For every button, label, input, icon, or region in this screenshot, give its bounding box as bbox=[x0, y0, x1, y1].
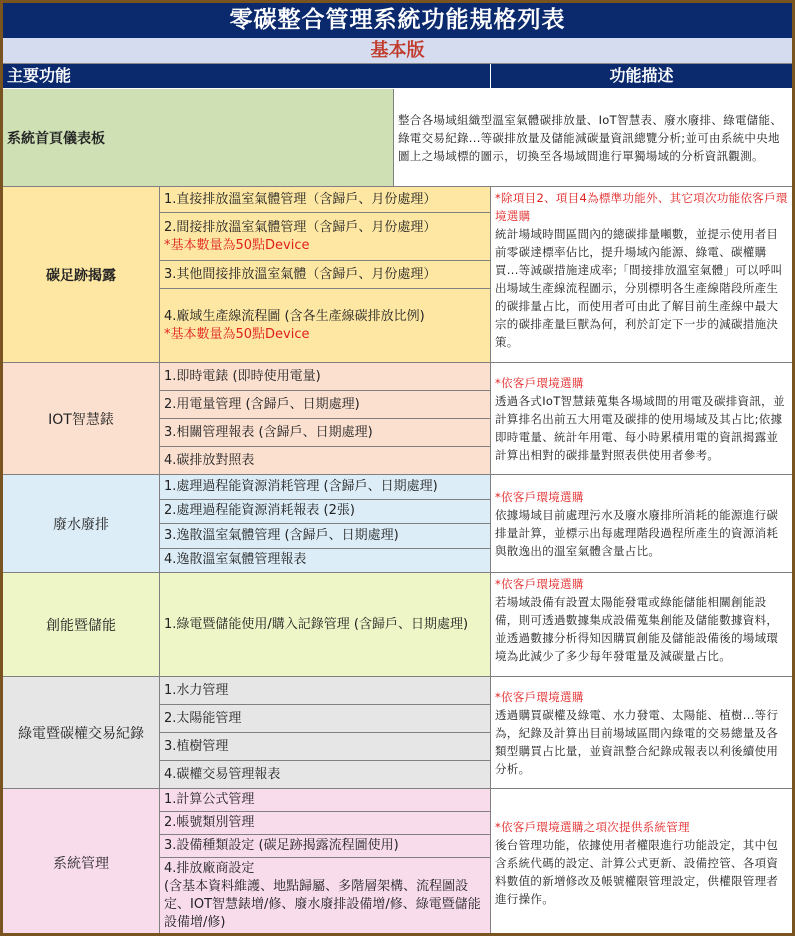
list-item: 2.處理過程能資源消耗報表 (2張) bbox=[160, 500, 490, 525]
list-item: 1.即時電錶 (即時使用電量) bbox=[160, 363, 490, 391]
section-description bbox=[491, 573, 792, 676]
list-item: 2.太陽能管理 bbox=[160, 705, 490, 733]
description-text: 透過各式IoT智慧錶蒐集各場域間的用電及碳排資訊，並計算排名出前五大用電及碳排的使用場域及其占比;依據即時電量、統計年用電、每小時累積用電的資訊揭露並計算出相對的碳排量對照表供使用者參考。 bbox=[495, 393, 785, 462]
description-text: 整合各場域組織型溫室氣體碳排放量、IoT智慧表、廢水廢排、綠電儲能、綠電交易紀錄...等碳排放量及儲能減碳量資訊總覽分析;並可由系統中央地圖上之場域標的圖示，切換至各場域間進行單獨場域的分析資訊觀測。 bbox=[398, 112, 783, 163]
list-item: 3.植樹管理 bbox=[160, 733, 490, 761]
list-item: 1.水力管理 bbox=[160, 677, 490, 705]
list-item: 3.其他間接排放溫室氣體（含歸戶、月份處理） bbox=[160, 261, 490, 289]
section-description bbox=[491, 363, 792, 474]
section-energy-storage bbox=[3, 573, 792, 677]
section-name: 創能暨儲能 bbox=[3, 573, 160, 676]
description-note: *依客戶環境選購 bbox=[495, 489, 584, 504]
list-item: 3.設備種類設定 (碳足跡揭露流程圖使用) bbox=[160, 835, 490, 858]
section-name: 綠電暨碳權交易紀錄 bbox=[3, 677, 160, 788]
section-description bbox=[491, 187, 792, 362]
page-subtitle: 基本版 bbox=[3, 38, 792, 64]
description-text: 依據場域目前處理污水及廢水廢排所消耗的能源進行碳排量計算，並標示出每處理階段過程所產生的資源消耗與散逸出的溫室氣體含量占比。 bbox=[495, 507, 779, 558]
section-name: 系統首頁儀表板 bbox=[7, 130, 105, 147]
list-item: 3.逸散溫室氣體管理 (含歸戶、日期處理) bbox=[160, 524, 490, 549]
list-item: 2.間接排放溫室氣體管理（含歸戶、月份處理） *基本數量為50點Device bbox=[160, 213, 490, 261]
description-note: *除項目2、項目4為標準功能外、其它項次功能依客戶環境選購 bbox=[495, 191, 788, 223]
description-note: *依客戶環境選購 bbox=[495, 577, 584, 591]
section-name: 系統管理 bbox=[3, 789, 160, 936]
section-name: IOT智慧錶 bbox=[3, 363, 160, 474]
description-text: 統計場域時間區間內的總碳排量噸數，並提示使用者目前零碳達標率佔比，提升場域內能源、綠電、碳權購買...等減碳措施達成率;「間接排放溫室氣體」可以呼叫出場域生產線流程圖示，分別標明各生產線階段所產生的碳排量占比，而使用者可由此了解目前生產線中最大宗的碳排產量巨獸為何，利於訂定下一步的減碳措施決策。 bbox=[495, 227, 783, 349]
section-iot-meter bbox=[3, 363, 792, 475]
list-item: 2.帳號類別管理 bbox=[160, 812, 490, 835]
page-title: 零碳整合管理系統功能規格列表 bbox=[3, 3, 792, 38]
description-text: 後台管理功能，依據使用者權限進行功能設定，其中包含系統代碼的設定、計算公式更新、設備控管、各項資料數值的新增修改及帳號權限管理設定，供權限管理者進行操作。 bbox=[495, 837, 779, 906]
description-note: *依客戶環境選購 bbox=[495, 689, 584, 704]
section-green-power-trading bbox=[3, 677, 792, 789]
section-description bbox=[491, 677, 792, 788]
list-item: 1.處理過程能資源消耗管理 (含歸戶、日期處理) bbox=[160, 475, 490, 500]
section-name: 碳足跡揭露 bbox=[3, 187, 160, 362]
list-item: 3.相關管理報表 (含歸戶、日期處理) bbox=[160, 419, 490, 447]
list-item: 2.用電量管理 (含歸戶、日期處理) bbox=[160, 391, 490, 419]
list-item: 4.排放廠商設定 (含基本資料維護、地點歸屬、多階層架構、流程圖設定、IOT智慧錶增/修、廢水廢排設備增/修、綠電暨儲能設備增/修) bbox=[160, 858, 490, 936]
description-text: 若場域設備有設置太陽能發電或綠能儲能相關創能設備，則可透過數據集成設備蒐集創能及儲能數據資料，並透過數據分析得知因購買創能及儲能設備後的場域環境為此減少了多少每年發電量及減碳量占比。 bbox=[495, 595, 779, 663]
description-text: 透過購買碳權及綠電、水力發電、太陽能、植樹...等行為，紀錄及計算出目前場域區間內綠電的交易總量及各類型購買占比量，並資訊整合紀錄成報表以利後續使用分析。 bbox=[495, 707, 779, 776]
table-header bbox=[3, 64, 792, 88]
header-main-function: 主要功能 bbox=[3, 64, 491, 88]
section-carbon-footprint bbox=[3, 187, 792, 363]
list-item: 4.廠域生產線流程圖 (含各生產線碳排放比例) *基本數量為50點Device bbox=[164, 308, 425, 342]
section-dashboard bbox=[3, 89, 792, 187]
description-note: *依客戶環境選購 bbox=[495, 375, 584, 390]
list-item-detail: (含基本資料維護、地點歸屬、多階層架構、流程圖設定、IOT智慧錶增/修、廢水廢排設備增/修、綠電暨儲能設備增/修) bbox=[164, 879, 481, 930]
list-item: 1.綠電暨儲能使用/購入記錄管理 (含歸戶、日期處理) bbox=[164, 616, 469, 632]
list-item: 1.直接排放溫室氣體管理（含歸戶、月份處理） bbox=[160, 187, 490, 213]
section-system-management bbox=[3, 789, 792, 936]
list-item: 1.計算公式管理 bbox=[160, 789, 490, 812]
description-note: *依客戶環境選購之項次提供系統管理 bbox=[495, 819, 690, 834]
section-description bbox=[491, 789, 792, 936]
section-description bbox=[491, 475, 792, 572]
section-wastewater bbox=[3, 475, 792, 573]
section-description bbox=[394, 89, 792, 186]
header-description: 功能描述 bbox=[609, 66, 674, 85]
list-item: 4.碳排放對照表 bbox=[164, 452, 255, 468]
section-name: 廢水廢排 bbox=[3, 475, 160, 572]
list-item: 4.碳權交易管理報表 bbox=[164, 766, 281, 782]
list-item: 4.逸散溫室氣體管理報表 bbox=[164, 552, 307, 568]
